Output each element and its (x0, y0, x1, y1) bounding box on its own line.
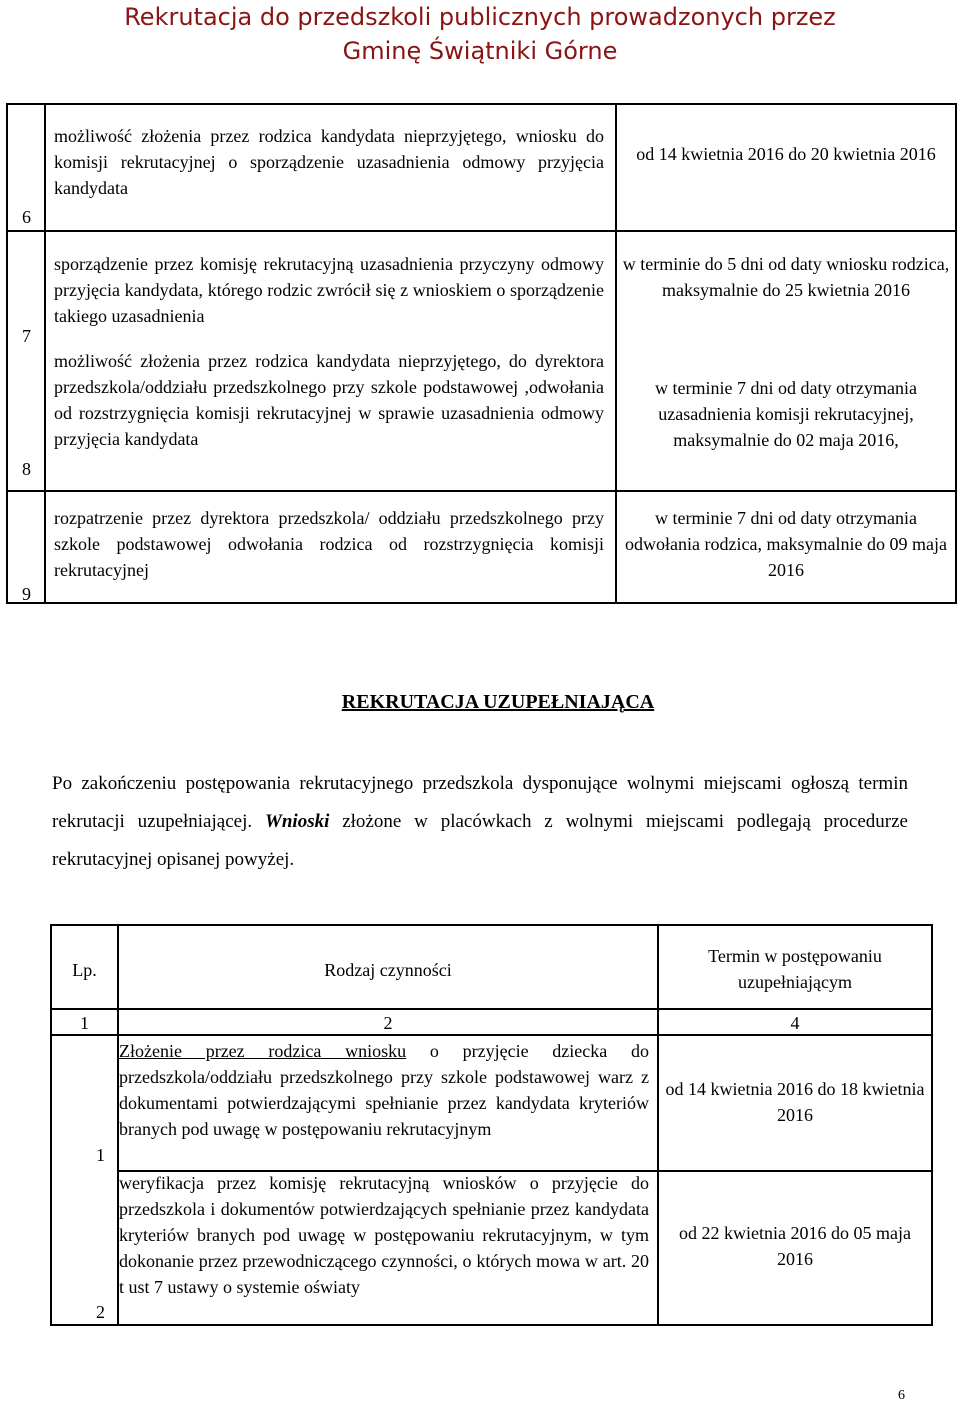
row-number: 9 (22, 584, 31, 604)
table-divider (8, 230, 955, 232)
row-number: 8 (22, 459, 31, 479)
row-term: w terminie 7 dni od daty otrzymania uzasadnienia komisji rekrutacyjnej, maksymalnie do 02 maja 2016, (655, 378, 917, 450)
header-activity: Rodzaj czynności (324, 960, 452, 980)
row-activity: weryfikacja przez komisję rekrutacyjną wniosków o przyjęcie do przedszkola i dokumentów potwierdzających spełnianie przez kandydata kryteriów branych pod uwagę w postępowaniu rekrutacyjnym, w tym dokonanie przez przewodniczącego czynności, o których mowa w art. 20 t ust 7 ustawy o systemie oświaty (119, 1173, 649, 1297)
row-number: 1 (96, 1145, 105, 1165)
document-header (0, 0, 960, 68)
supplementary-table (50, 924, 933, 1326)
header-lp: Lp. (72, 960, 97, 980)
schedule-table (6, 103, 957, 604)
column-number: 2 (383, 1013, 393, 1033)
header-title-line1: Rekrutacja do przedszkoli publicznych prowadzonych przez (124, 3, 836, 31)
page-number: 6 (898, 1388, 905, 1403)
row-term: w terminie 7 dni od daty otrzymania odwołania rodzica, maksymalnie do 09 maja 2016 (625, 508, 947, 580)
header-term: Termin w postępowaniu uzupełniającym (708, 946, 882, 992)
activity-rest: o przyjęcie dziecka do przedszkola/oddziału przedszkolnego przy szkole podstawowej warz z dokumentami potwierdzającymi spełnianie przez kandydata kryteriów branych pod uwagę w postępowaniu rekrutacyjnym (119, 1041, 649, 1139)
section-title: REKRUTACJA UZUPEŁNIAJĄCA (341, 691, 655, 713)
row-number: 6 (22, 207, 31, 227)
table-divider (44, 105, 46, 602)
header-title-line2: Gminę Świątniki Górne (342, 37, 618, 65)
row-description: możliwość złożenia przez rodzica kandydata nieprzyjętego, do dyrektora przedszkola/oddziału przedszkolnego przy szkole podstawowej ,odwołania od rozstrzygnięcia komisji rekrutacyjnej w sprawie uzasadnienia odmowy przyjęcia kandydata (54, 351, 604, 449)
row-number: 7 (22, 326, 31, 346)
intro-text: Po zakończeniu postępowania rekrutacyjnego przedszkola dysponujące wolnymi miejscami ogłoszą termin rekrutacji uzupełniającej. (52, 773, 908, 832)
row-activity (119, 1038, 649, 1142)
row-term: w terminie do 5 dni od daty wniosku rodzica, maksymalnie do 25 kwietnia 2016 (622, 254, 950, 300)
row-description: sporządzenie przez komisję rekrutacyjną uzasadnienia przyczyny odmowy przyjęcia kandydata, którego rodzic zwrócił się z wnioskiem o sporządzenie takiego uzasadnienia (54, 254, 604, 326)
row-description: rozpatrzenie przez dyrektora przedszkola/ oddziału przedszkolnego przy szkole podstawowej odwołania rodzica od rozstrzygnięcia komisji rekrutacyjnej (54, 508, 604, 580)
row-term: od 14 kwietnia 2016 do 20 kwietnia 2016 (636, 144, 936, 164)
intro-paragraph (52, 765, 908, 879)
row-number: 2 (96, 1302, 105, 1322)
intro-text-rest: złożone w placówkach z wolnymi miejscami podlegają procedurze rekrutacyjnej opisanej powyżej. (52, 811, 908, 870)
intro-emphasis: Wnioski (264, 811, 330, 832)
row-description: możliwość złożenia przez rodzica kandydata nieprzyjętego, wniosku do komisji rekrutacyjnej o sporządzenie uzasadnienia odmowy przyjęcia kandydata (54, 126, 604, 198)
row-term: od 14 kwietnia 2016 do 18 kwietnia 2016 (665, 1079, 925, 1125)
column-number: 4 (790, 1013, 800, 1033)
column-number: 1 (80, 1013, 89, 1033)
table-divider (8, 490, 955, 492)
row-term: od 22 kwietnia 2016 do 05 maja 2016 (679, 1223, 911, 1269)
activity-underlined: Złożenie przez rodzica wniosku (119, 1041, 407, 1061)
